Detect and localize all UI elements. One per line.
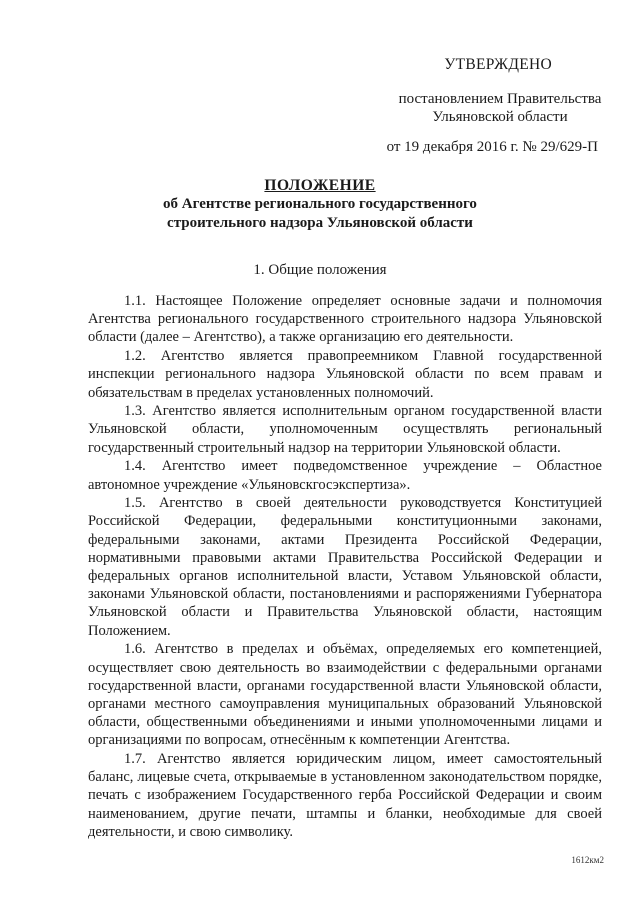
paragraph-1-7: 1.7. Агентство является юридическим лицом, имеет самостоятельный баланс, лицевые счета, открываемые в установленном законодательством порядке, печать с изображением Государственного герба Российской Федерации и своим наименованием, другие печати, штампы и бланки, необходимые для своей деятельности, и свою символику. bbox=[88, 751, 602, 840]
document-body bbox=[88, 292, 602, 842]
paragraph-1-4: 1.4. Агентство имеет подведомственное учреждение – Областное автономное учреждение «Ульяновскгосэкспертиза». bbox=[88, 458, 602, 493]
resolution-line-2: Ульяновской области bbox=[432, 109, 568, 125]
resolution-date-number: от 19 декабря 2016 г. № 29/629-П bbox=[386, 139, 598, 155]
section-heading: 1. Общие положения bbox=[253, 262, 387, 278]
paragraph-1-3: 1.3. Агентство является исполнительным органом государственной власти Ульяновской области, уполномоченным осуществлять региональный государственный строительный надзор на территории Ульяновской области. bbox=[88, 403, 602, 456]
paragraph-1-6: 1.6. Агентство в пределах и объёмах, определяемых его компетенцией, осуществляет свою деятельность во взаимодействии с федеральными органами государственной власти, органами государственной власти Ульяновской области, органами местного самоуправления муниципальных образований Ульяновской области, общественными объединениями и иными уполномоченными лицами и организациями по вопросам, отнесённым к компетенции Агентства. bbox=[88, 641, 602, 749]
paragraph-1-5: 1.5. Агентство в своей деятельности руководствуется Конституцией Российской Федерации, федеральными конституционными законами, федеральными законами, актами Президента Российской Федерации, нормативными правовыми актами Правительства Российской Федерации и федеральных органов исполнительной власти, Уставом Ульяновской области, законами Ульяновской области, постановлениями и распоряжениями Губернатора Ульяновской области и Правительства Ульяновской области, настоящим Положением. bbox=[88, 495, 602, 639]
approval-stamp bbox=[352, 56, 602, 156]
document-subtitle-line-1: об Агентстве регионального государственного bbox=[163, 196, 477, 212]
document-subtitle-line-2: строительного надзора Ульяновской области bbox=[167, 215, 473, 231]
document-title-block bbox=[40, 176, 600, 233]
approved-label: УТВЕРЖДЕНО bbox=[444, 56, 552, 73]
paragraph-1-1: 1.1. Настоящее Положение определяет основные задачи и полномочия Агентства регионального государственного строительного надзора Ульяновской области (далее – Агентство), а также организацию его деятельности. bbox=[88, 293, 602, 346]
document-title: ПОЛОЖЕНИЕ bbox=[264, 177, 376, 194]
paragraph-1-2: 1.2. Агентство является правопреемником Главной государственной инспекции регионального надзора Ульяновской области по всем правам и обязательствам в пределах установленных полномочий. bbox=[88, 348, 602, 401]
footer-code: 1612км2 bbox=[571, 855, 604, 865]
resolution-line-1: постановлением Правительства bbox=[398, 91, 602, 107]
